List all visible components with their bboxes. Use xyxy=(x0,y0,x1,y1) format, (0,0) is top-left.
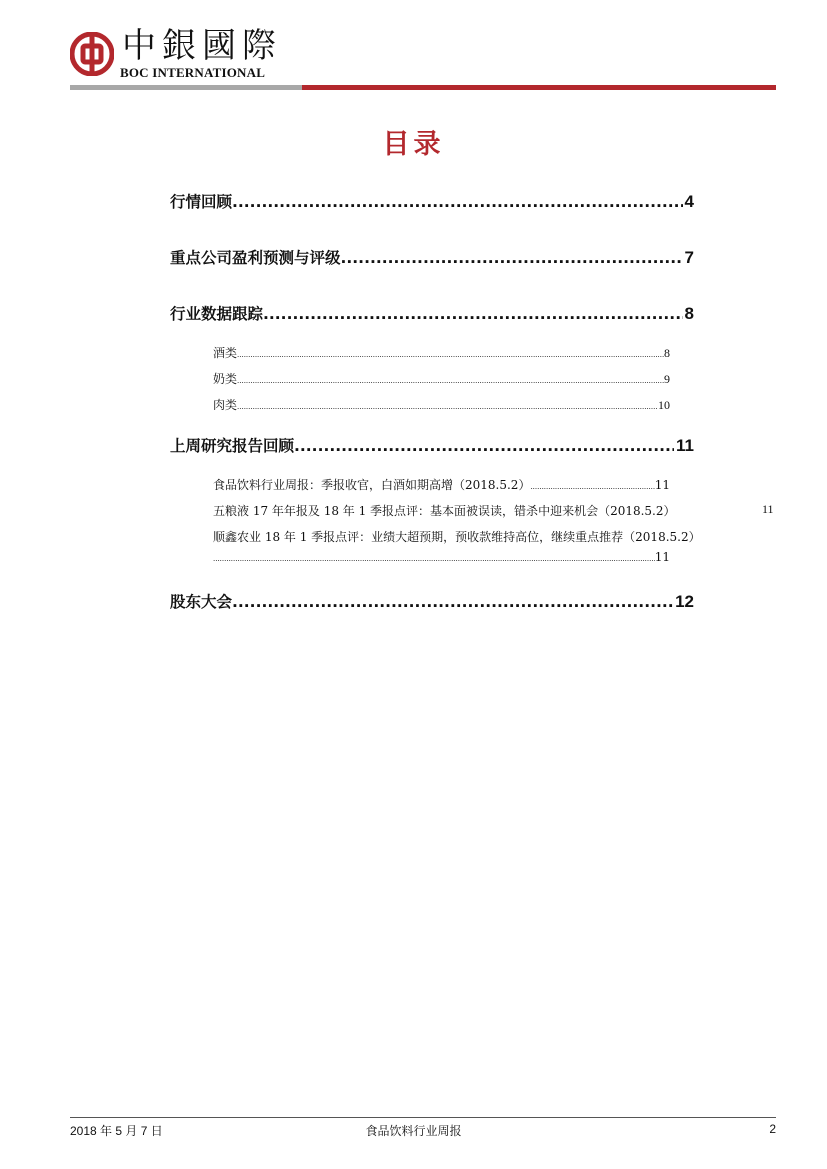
toc-leader-dots xyxy=(213,555,655,563)
toc-page-number: 11 xyxy=(654,550,670,564)
logo-chinese-name: 中銀國際 xyxy=(122,26,282,66)
toc-entry-shareholder-meetings[interactable] xyxy=(170,590,694,616)
toc-page-number: 4 xyxy=(684,192,694,211)
toc-subentry-dairy[interactable] xyxy=(213,370,670,388)
toc-subentry-liquor[interactable] xyxy=(213,344,670,362)
toc-subentry-label: 奶类 xyxy=(213,372,238,386)
toc-entry-last-week-reports[interactable] xyxy=(170,434,694,460)
toc-leader-dots xyxy=(294,437,674,455)
toc-page-number: 11 xyxy=(762,502,774,516)
toc-subentry-meat[interactable] xyxy=(213,396,670,414)
header-rule-red xyxy=(302,85,776,90)
toc-subentry-label: 酒类 xyxy=(213,346,238,360)
toc-subentry-shunxin-label[interactable]: 顺鑫农业 18 年 1 季报点评：业绩大超预期，预收款维持高位，继续重点推荐（2018.5.2） xyxy=(213,530,701,544)
toc-entry-label: 行情回顾 xyxy=(170,193,233,211)
footer-report-name: 食品饮料行业周报 xyxy=(365,1124,462,1138)
toc-entry-label: 上周研究报告回顾 xyxy=(170,437,295,455)
toc-subentry-label: 食品饮料行业周报：季报收官，白酒如期高增（2018.5.2） xyxy=(213,478,531,492)
toc-entry-industry-data[interactable] xyxy=(170,302,694,328)
toc-page-number: 12 xyxy=(675,592,694,611)
toc-subentry-weekly-report[interactable] xyxy=(213,476,670,494)
footer-rule xyxy=(70,1117,776,1118)
toc-subentry-shunxin-leader[interactable] xyxy=(213,550,670,568)
toc-leader-dots xyxy=(232,593,673,611)
toc-title: 目录 xyxy=(382,129,445,160)
toc-leader-dots xyxy=(237,403,658,411)
toc-entry-label: 股东大会 xyxy=(170,593,233,611)
toc-leader-dots xyxy=(232,193,683,211)
toc-entry-label: 行业数据跟踪 xyxy=(170,305,264,323)
toc-page-number: 9 xyxy=(664,372,670,386)
toc-entry-earnings-forecast[interactable] xyxy=(170,246,694,272)
toc-page-number: 11 xyxy=(676,436,694,455)
header-rule-gray xyxy=(70,85,302,90)
toc-page-number: 10 xyxy=(658,398,670,412)
boc-logo-icon xyxy=(70,32,114,76)
toc-leader-dots xyxy=(237,351,664,359)
toc-subentry-label: 肉类 xyxy=(213,398,238,412)
toc-subentry-wuliangye-label[interactable]: 五粮液 17 年年报及 18 年 1 季报点评：基本面被误读，错杀中迎来机会（2018.5.2） xyxy=(213,504,676,518)
toc-page-number: 8 xyxy=(664,346,670,360)
toc-leader-dots xyxy=(530,483,654,491)
toc-entry-label: 重点公司盈利预测与评级 xyxy=(170,249,341,267)
footer-date: 2018 年 5 月 7 日 xyxy=(70,1124,163,1138)
toc-leader-dots xyxy=(263,305,683,323)
footer-page-number: 2 xyxy=(769,1122,776,1136)
toc-page-number: 7 xyxy=(684,248,694,267)
toc-entry-market-review[interactable] xyxy=(170,190,694,216)
toc-page-number: 8 xyxy=(684,304,694,323)
toc-leader-dots xyxy=(341,249,683,267)
toc-page-number: 11 xyxy=(654,478,670,492)
toc-leader-dots xyxy=(237,377,664,385)
logo-english-name: BOC INTERNATIONAL xyxy=(120,65,266,80)
